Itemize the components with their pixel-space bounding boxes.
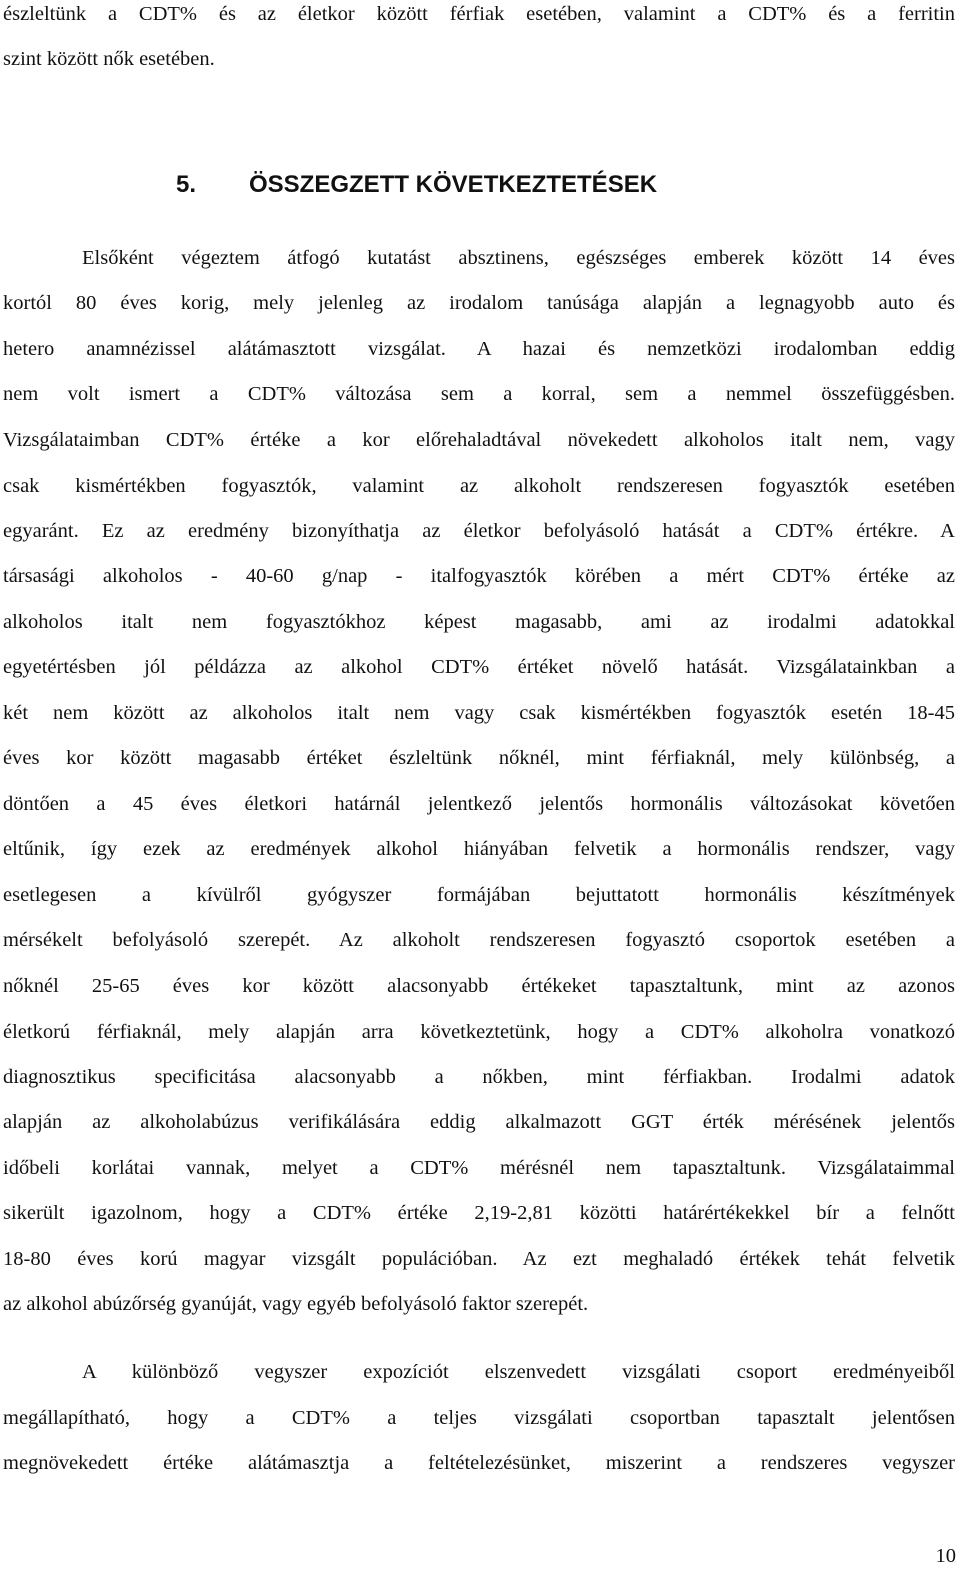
text-line: sikerült igazolnom, hogy a CDT% értéke 2,19-2,81 közötti határértékekkel bír a felnőtt xyxy=(3,1202,955,1224)
page-number: 10 xyxy=(935,1545,956,1567)
text-line: alkoholos italt nem fogyasztókhoz képest magasabb, ami az irodalmi adatokkal xyxy=(3,611,955,633)
text-line: hetero anamnézissel alátámasztott vizsgálat. A hazai és nemzetközi irodalomban eddig xyxy=(3,338,955,360)
text-line: esetlegesen a kívülről gyógyszer formájában bejuttatott hormonális készítmények xyxy=(3,884,955,906)
text-line: megnövekedett értéke alátámasztja a feltételezésünket, miszerint a rendszeres vegyszer xyxy=(3,1452,955,1474)
text-line: kortól 80 éves korig, mely jelenleg az irodalom tanúsága alapján a legnagyobb auto és xyxy=(3,292,955,314)
text-line: észleltünk a CDT% és az életkor között férfiak esetében, valamint a CDT% és a ferritin xyxy=(3,3,955,25)
text-line: eltűnik, így ezek az eredmények alkohol hiányában felvetik a hormonális rendszer, vagy xyxy=(3,838,955,860)
text-line: mérsékelt befolyásoló szerepét. Az alkoholt rendszeresen fogyasztó csoportok esetében a xyxy=(3,929,955,951)
section-number: 5. xyxy=(176,171,197,198)
text-line: Elsőként végeztem átfogó kutatást absztinens, egészséges emberek között 14 éves xyxy=(82,247,955,269)
text-line: az alkohol abúzőrség gyanúját, vagy egyéb befolyásoló faktor szerepét. xyxy=(3,1293,589,1315)
text-line: döntően a 45 éves életkori határnál jelentkező jelentős hormonális változásokat követően xyxy=(3,793,955,815)
text-line: egyaránt. Ez az eredmény bizonyíthatja az életkor befolyásoló hatását a CDT% értékre. A xyxy=(3,520,955,542)
text-line: csak kismértékben fogyasztók, valamint az alkoholt rendszeresen fogyasztók esetében xyxy=(3,475,955,497)
section-title: ÖSSZEGZETT KÖVETKEZTETÉSEK xyxy=(249,171,658,198)
text-line: 18-80 éves korú magyar vizsgált populációban. Az ezt meghaladó értékek tehát felvetik xyxy=(3,1248,955,1270)
text-line: nem volt ismert a CDT% változása sem a korral, sem a nemmel összefüggésben. xyxy=(3,383,955,405)
text-line: egyetértésben jól példázza az alkohol CDT% értéket növelő hatását. Vizsgálatainkban a xyxy=(3,656,955,678)
text-line: időbeli korlátai vannak, melyet a CDT% mérésnél nem tapasztaltunk. Vizsgálataimmal xyxy=(3,1157,955,1179)
text-line: szint között nők esetében. xyxy=(3,48,215,70)
text-line: éves kor között magasabb értéket észleltünk nőknél, mint férfiaknál, mely különbség, a xyxy=(3,747,955,769)
text-line: diagnosztikus specificitása alacsonyabb a nőkben, mint férfiakban. Irodalmi adatok xyxy=(3,1066,955,1088)
text-line: nőknél 25-65 éves kor között alacsonyabb értékeket tapasztaltunk, mint az azonos xyxy=(3,975,955,997)
text-line: társasági alkoholos - 40-60 g/nap - italfogyasztók körében a mért CDT% értéke az xyxy=(3,565,955,587)
text-line: alapján az alkoholabúzus verifikálására eddig alkalmazott GGT érték mérésének jelentős xyxy=(3,1111,955,1133)
text-line: Vizsgálataimban CDT% értéke a kor előrehaladtával növekedett alkoholos italt nem, vagy xyxy=(3,429,955,451)
text-line: életkorú férfiaknál, mely alapján arra következtetünk, hogy a CDT% alkoholra vonatkozó xyxy=(3,1021,955,1043)
text-line: A különböző vegyszer expozíciót elszenvedett vizsgálati csoport eredményeiből xyxy=(82,1361,955,1383)
text-line: megállapítható, hogy a CDT% a teljes vizsgálati csoportban tapasztalt jelentősen xyxy=(3,1407,955,1429)
text-line: két nem között az alkoholos italt nem vagy csak kismértékben fogyasztók esetén 18-45 xyxy=(3,702,955,724)
